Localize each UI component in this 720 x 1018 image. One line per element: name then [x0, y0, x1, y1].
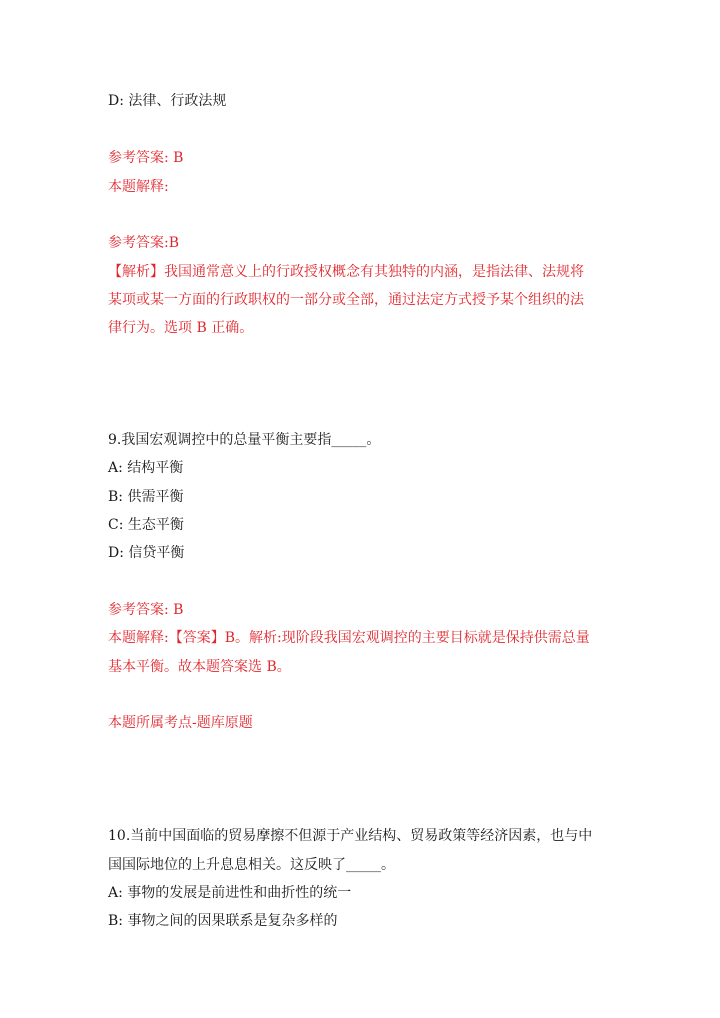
- q9-option-d: D: 信贷平衡: [108, 545, 185, 561]
- q8-analysis-line: 【解析】我国通常意义上的行政授权概念有其独特的内涵，是指法律、法规将: [108, 264, 584, 280]
- q10-question-line: 10.当前中国面临的贸易摩擦不但源于产业结构、贸易政策等经济因素，也与中: [108, 828, 593, 844]
- q9-answer: 参考答案: B: [108, 602, 184, 618]
- q9-option-a: A: 结构平衡: [108, 460, 184, 476]
- q10-question-line: 国国际地位的上升息息相关。这反映了_____。: [108, 857, 395, 873]
- q9-option-b: B: 供需平衡: [108, 489, 184, 505]
- q8-explanation-label: 本题解释:: [108, 179, 169, 195]
- q8-answer: 参考答案: B: [108, 150, 184, 166]
- q10-option-a: A: 事物的发展是前进性和曲折性的统一: [108, 885, 352, 901]
- q9-option-c: C: 生态平衡: [108, 517, 184, 533]
- q9-source: 本题所属考点-题库原题: [108, 715, 253, 731]
- q8-answer-repeat: 参考答案:B: [108, 235, 180, 251]
- q10-option-b: B: 事物之间的因果联系是复杂多样的: [108, 913, 338, 929]
- q9-explanation-line: 本题解释:【答案】B。解析:现阶段我国宏观调控的主要目标就是保持供需总量: [108, 630, 590, 646]
- q9-question: 9.我国宏观调控中的总量平衡主要指_____。: [108, 432, 381, 448]
- q8-analysis-line: 律行为。选项 B 正确。: [108, 320, 254, 336]
- q8-analysis-line: 某项或某一方面的行政职权的一部分或全部，通过法定方式授予某个组织的法: [108, 292, 584, 308]
- q9-explanation-line: 基本平衡。故本题答案选 B。: [108, 659, 291, 675]
- q8-option-d: D: 法律、行政法规: [108, 93, 227, 109]
